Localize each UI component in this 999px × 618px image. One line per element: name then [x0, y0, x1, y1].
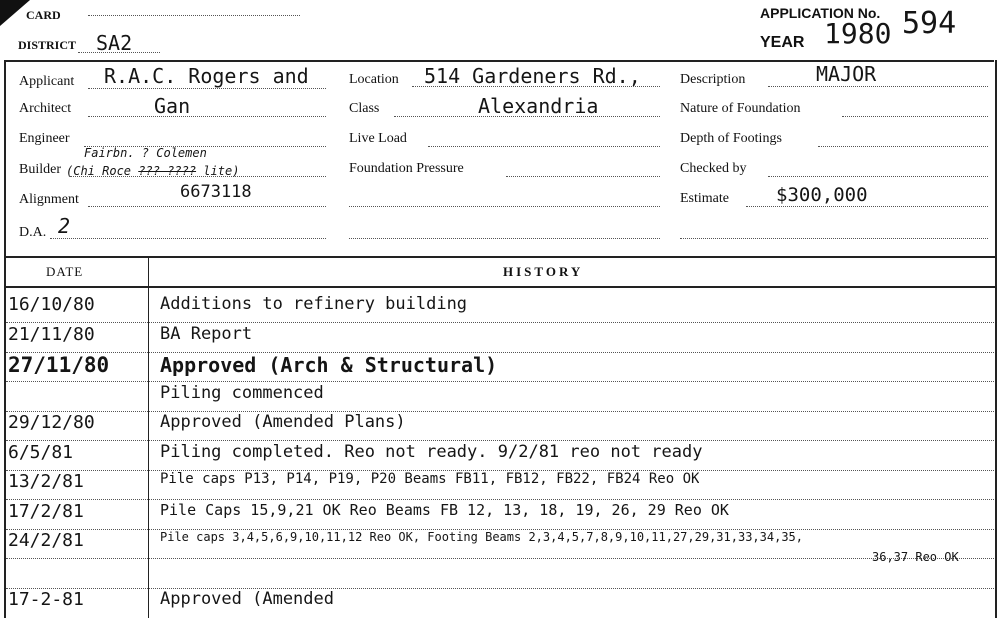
history-entry: Approved (Amended Plans)	[160, 412, 406, 432]
history-entry: Pile caps P13, P14, P19, P20 Beams FB11, FB12, FB22, FB24 Reo OK	[160, 471, 700, 487]
history-entry: Piling commenced	[160, 383, 324, 403]
history-entry: Pile caps 3,4,5,6,9,10,11,12 Reo OK, Footing Beams 2,3,4,5,7,8,9,10,11,27,29,31,33,34,35,	[160, 530, 803, 544]
checked-by-label: Checked by	[680, 161, 747, 176]
alignment-line	[88, 206, 326, 207]
date-column-header: DATE	[46, 264, 84, 279]
history-column-header: HISTORY	[503, 264, 584, 279]
architect-line	[88, 116, 326, 117]
checked-by-line	[768, 176, 988, 177]
history-date: 27/11/80	[8, 353, 110, 377]
foundation-pressure-label: Foundation Pressure	[349, 161, 464, 176]
location-label: Location	[349, 72, 399, 87]
architect-value: Gan	[154, 94, 191, 118]
column2-blank-line-2	[349, 238, 660, 239]
class-value: Alexandria	[478, 94, 599, 118]
district-value: SA2	[96, 31, 133, 55]
history-date: 17/2/81	[8, 501, 84, 522]
description-line	[768, 86, 988, 87]
alignment-label: Alignment	[19, 192, 79, 207]
application-no-value: 594	[902, 6, 957, 41]
builder-value-part-a: (Chi Roce	[66, 164, 132, 178]
class-label: Class	[349, 101, 380, 116]
district-label: DISTRICT	[18, 38, 77, 52]
history-entry: Piling completed. Reo not ready. 9/2/81 reo not ready	[160, 442, 703, 462]
history-ruled-line	[6, 381, 994, 382]
applicant-line	[88, 88, 326, 89]
history-entry: BA Report	[160, 324, 253, 344]
history-entry: Approved (Arch & Structural)	[160, 353, 498, 377]
history-ruled-line	[6, 352, 994, 353]
foundation-pressure-line	[506, 176, 660, 177]
estimate-label: Estimate	[680, 191, 729, 206]
da-line	[50, 238, 326, 239]
year-label: YEAR	[760, 34, 805, 51]
nature-of-foundation-label: Nature of Foundation	[680, 101, 801, 116]
history-date: 13/2/81	[8, 471, 84, 492]
history-column-divider	[148, 256, 149, 618]
year-value: 1980	[824, 17, 892, 50]
history-date: 17-2-81	[8, 589, 84, 610]
builder-value-struck: ??? ????	[138, 164, 197, 178]
nature-of-foundation-line	[842, 116, 988, 117]
application-no-label: APPLICATION No.	[760, 5, 881, 21]
live-load-label: Live Load	[349, 131, 407, 146]
location-value: 514 Gardeners Rd.,	[424, 64, 641, 88]
history-header-rule	[4, 286, 995, 288]
builder-value-line2	[66, 164, 239, 178]
history-entry: Additions to refinery building	[160, 294, 468, 314]
history-top-rule	[4, 256, 995, 258]
card-dotted-line	[88, 15, 300, 16]
architect-label: Architect	[19, 101, 72, 116]
history-date: 24/2/81	[8, 530, 84, 551]
history-date: 21/11/80	[8, 324, 95, 345]
builder-label: Builder	[19, 162, 61, 177]
history-entry: Approved (Amended	[160, 589, 334, 609]
history-ruled-line	[6, 440, 994, 441]
applicant-value: R.A.C. Rogers and	[104, 64, 309, 88]
history-date: 6/5/81	[8, 442, 74, 463]
engineer-label: Engineer	[19, 131, 70, 146]
live-load-line	[428, 146, 660, 147]
estimate-line	[746, 206, 988, 207]
depth-of-footings-label: Depth of Footings	[680, 131, 782, 146]
history-ruled-line	[6, 499, 994, 500]
history-ruled-line	[6, 558, 994, 559]
depth-of-footings-line	[818, 146, 988, 147]
estimate-value: $300,000	[776, 184, 868, 206]
form-right-rule	[995, 60, 997, 618]
applicant-label: Applicant	[19, 74, 75, 89]
column2-blank-line-1	[349, 206, 660, 207]
description-value: MAJOR	[816, 62, 877, 86]
history-entry: 36,37 Reo OK	[872, 550, 959, 564]
builder-value-line1: Fairbn. ? Colemen	[84, 146, 207, 160]
history-ruled-line	[6, 588, 994, 589]
form-left-rule	[4, 60, 6, 618]
history-date: 16/10/80	[8, 294, 95, 315]
da-value: 2	[58, 214, 71, 238]
da-label: D.A.	[19, 225, 47, 240]
alignment-value: 6673118	[180, 182, 252, 202]
column3-blank-line	[680, 238, 988, 239]
description-label: Description	[680, 72, 746, 87]
history-date: 29/12/80	[8, 412, 95, 433]
history-ruled-line	[6, 322, 994, 323]
history-entry: Pile Caps 15,9,21 OK Reo Beams FB 12, 13, 18, 19, 26, 29 Reo OK	[160, 501, 729, 519]
card-label: CARD	[26, 8, 61, 22]
history-ruled-line	[6, 411, 994, 412]
builder-value-part-b: lite)	[203, 164, 240, 178]
